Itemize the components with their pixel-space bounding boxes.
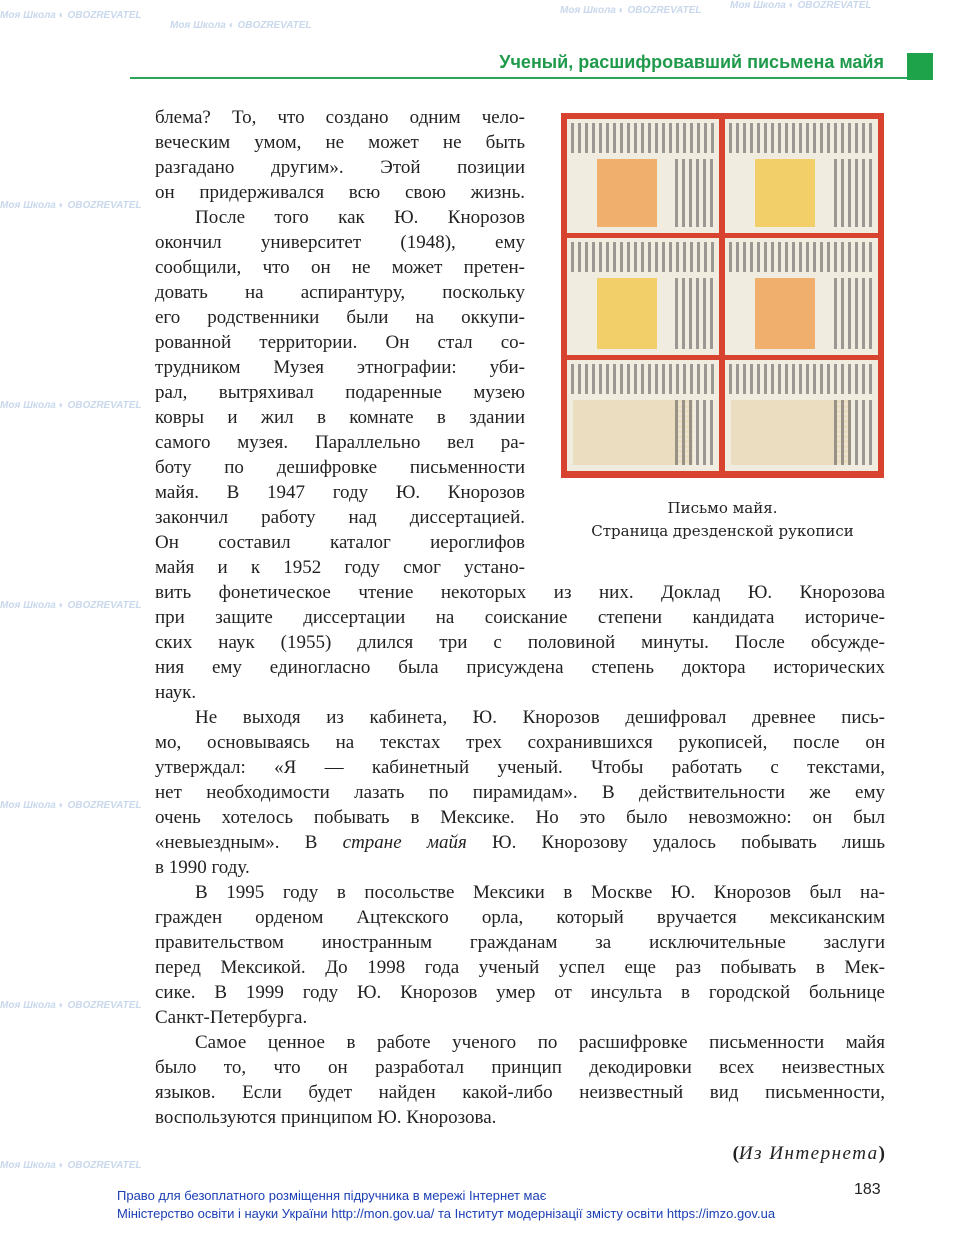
text-line: его родственники были на оккупи- [155,307,525,328]
glyph-column [834,159,874,227]
text-line: вить фонетическое чтение некоторых из них. Доклад Ю. Кнорозова [155,582,885,603]
text-line: Самое ценное в работе ученого по расшифровке письменности майя [195,1032,885,1053]
text-line: очень хотелось побывать в Мексике. Но это было невозможно: он был [155,807,885,828]
text-line: сообщили, что он не может претен- [155,257,525,278]
header-marker [907,53,933,80]
painted-figure [755,159,815,227]
text-line: утверждал: «Я — кабинетный ученый. Чтобы работать с текстами, [155,757,885,778]
text-segment: Ю. Кнорозову удалось побывать лишь [466,832,885,853]
text-line: Он составил каталог иероглифов [155,532,525,553]
text-line: боту по дешифровке письменности [155,457,525,478]
source-close: ) [878,1143,885,1164]
codex-panel [567,119,719,233]
source-citation [733,1143,885,1165]
header-divider [130,77,907,79]
watermark: Моя Школа ◐ OBOZREVATEL [0,10,142,21]
glyph-column [675,159,715,227]
glyph-row [571,123,715,153]
text-line: веческим умом, не может не быть [155,132,525,153]
text-line: Санкт-Петербурга. [155,1007,308,1028]
text-line: ковры и жил в комнате в здании [155,407,525,428]
text-line: гражден орденом Ацтекского орла, который вручается мексиканским [155,907,885,928]
text-line: в 1990 году. [155,857,250,878]
watermark: Моя Школа ◐ OBOZREVATEL [170,20,312,31]
text-line: воспользуются принципом Ю. Кнорозова. [155,1107,497,1128]
glyph-row [729,364,874,394]
text-line: наук. [155,682,197,703]
text-line: ских наук (1955) длился три с половиной минуты. После обсужде- [155,632,885,653]
text-line: мо, основываясь на текстах трех сохранившихся рукописей, после он [155,732,885,753]
glyph-row [729,123,874,153]
source-open: ( [732,1143,739,1164]
text-line: он придерживался всю свою жизнь. [155,182,525,203]
text-line: майя и к 1952 году смог устано- [155,557,525,578]
glyph-row [571,242,715,272]
watermark: Моя Школа ◐ OBOZREVATEL [0,800,142,811]
text-line: В 1995 году в посольстве Мексики в Москве Ю. Кнорозов был на- [195,882,885,903]
text-line: при защите диссертации на соискание степени кандидата историче- [155,607,885,628]
maya-codex-image [561,113,884,478]
text-line: После того как Ю. Кнорозов [195,207,525,228]
text-line: языков. Если будет найден какой-либо неизвестный вид письменности, [155,1082,885,1103]
glyph-row [729,242,874,272]
painted-figure [755,278,815,349]
glyph-column [834,400,874,465]
watermark: Моя Школа ◐ OBOZREVATEL [560,5,702,16]
page-number: 183 [854,1181,881,1198]
codex-panel [567,360,719,471]
figure-caption-subtitle: Страница дрезденской рукописи [591,522,854,540]
watermark: Моя Школа ◐ OBOZREVATEL [0,400,142,411]
license-line-1: Право для безоплатного розміщення підручника в мережі Інтернет має [117,1188,547,1203]
italic-text: стране майя [342,832,467,853]
license-line-2: Міністерство освіти і науки України http://mon.gov.ua/ та Інститут модернізації змісту освіти https://imzo.gov.ua [117,1206,776,1221]
watermark: Моя Школа ◐ OBOZREVATEL [0,1160,142,1171]
glyph-column [834,278,874,349]
text-line: самого музея. Параллельно вел ра- [155,432,525,453]
painted-figure [597,159,657,227]
glyph-row [571,364,715,394]
text-line: ния ему единогласно была присуждена степень доктора исторических [155,657,885,678]
text-line: разгадано другим». Этой позиции [155,157,525,178]
text-line: правительством иностранным гражданам за исключительные заслуги [155,932,885,953]
codex-panel [725,360,878,471]
text-line: сике. В 1999 году Ю. Кнорозов умер от инсульта в городской больнице [155,982,885,1003]
glyph-column [675,278,715,349]
section-title: Ученый, расшифровавший письмена майя [499,52,884,72]
source-text: Из Интернета [738,1143,879,1164]
text-line: майя. В 1947 году Ю. Кнорозов [155,482,525,503]
text-line: довать на аспирантуру, поскольку [155,282,525,303]
watermark: Моя Школа ◐ OBOZREVATEL [0,600,142,611]
codex-panel [567,238,719,355]
painted-figure [597,278,657,349]
text-line: окончил университет (1948), ему [155,232,525,253]
painted-figure [731,400,851,465]
text-line: Не выходя из кабинета, Ю. Кнорозов дешифровал древнее пись- [195,707,885,728]
watermark: Моя Школа ◐ OBOZREVATEL [0,200,142,211]
text-line: рал, вытряхивал подаренные музею [155,382,525,403]
text-segment: «невыездным». В [155,832,343,853]
text-line: было то, что он разработал принцип декодировки всех неизвестных [155,1057,885,1078]
text-line: трудником Музея этнографии: уби- [155,357,525,378]
glyph-column [675,400,715,465]
watermark: Моя Школа ◐ OBOZREVATEL [0,1000,142,1011]
text-line: нет необходимости лазать по пирамидам». В действительности же ему [155,782,885,803]
watermark: Моя Школа ◐ OBOZREVATEL [730,0,872,11]
text-line: рованной территории. Он стал со- [155,332,525,353]
text-line: перед Мексикой. До 1998 года ученый успел еще раз побывать в Мек- [155,957,885,978]
text-line [155,830,885,855]
text-line: закончил работу над диссертацией. [155,507,525,528]
codex-panel [725,238,878,355]
text-line: блема? То, что создано одним чело- [155,107,525,128]
codex-panel [725,119,878,233]
figure-caption-title: Письмо майя. [667,499,778,517]
